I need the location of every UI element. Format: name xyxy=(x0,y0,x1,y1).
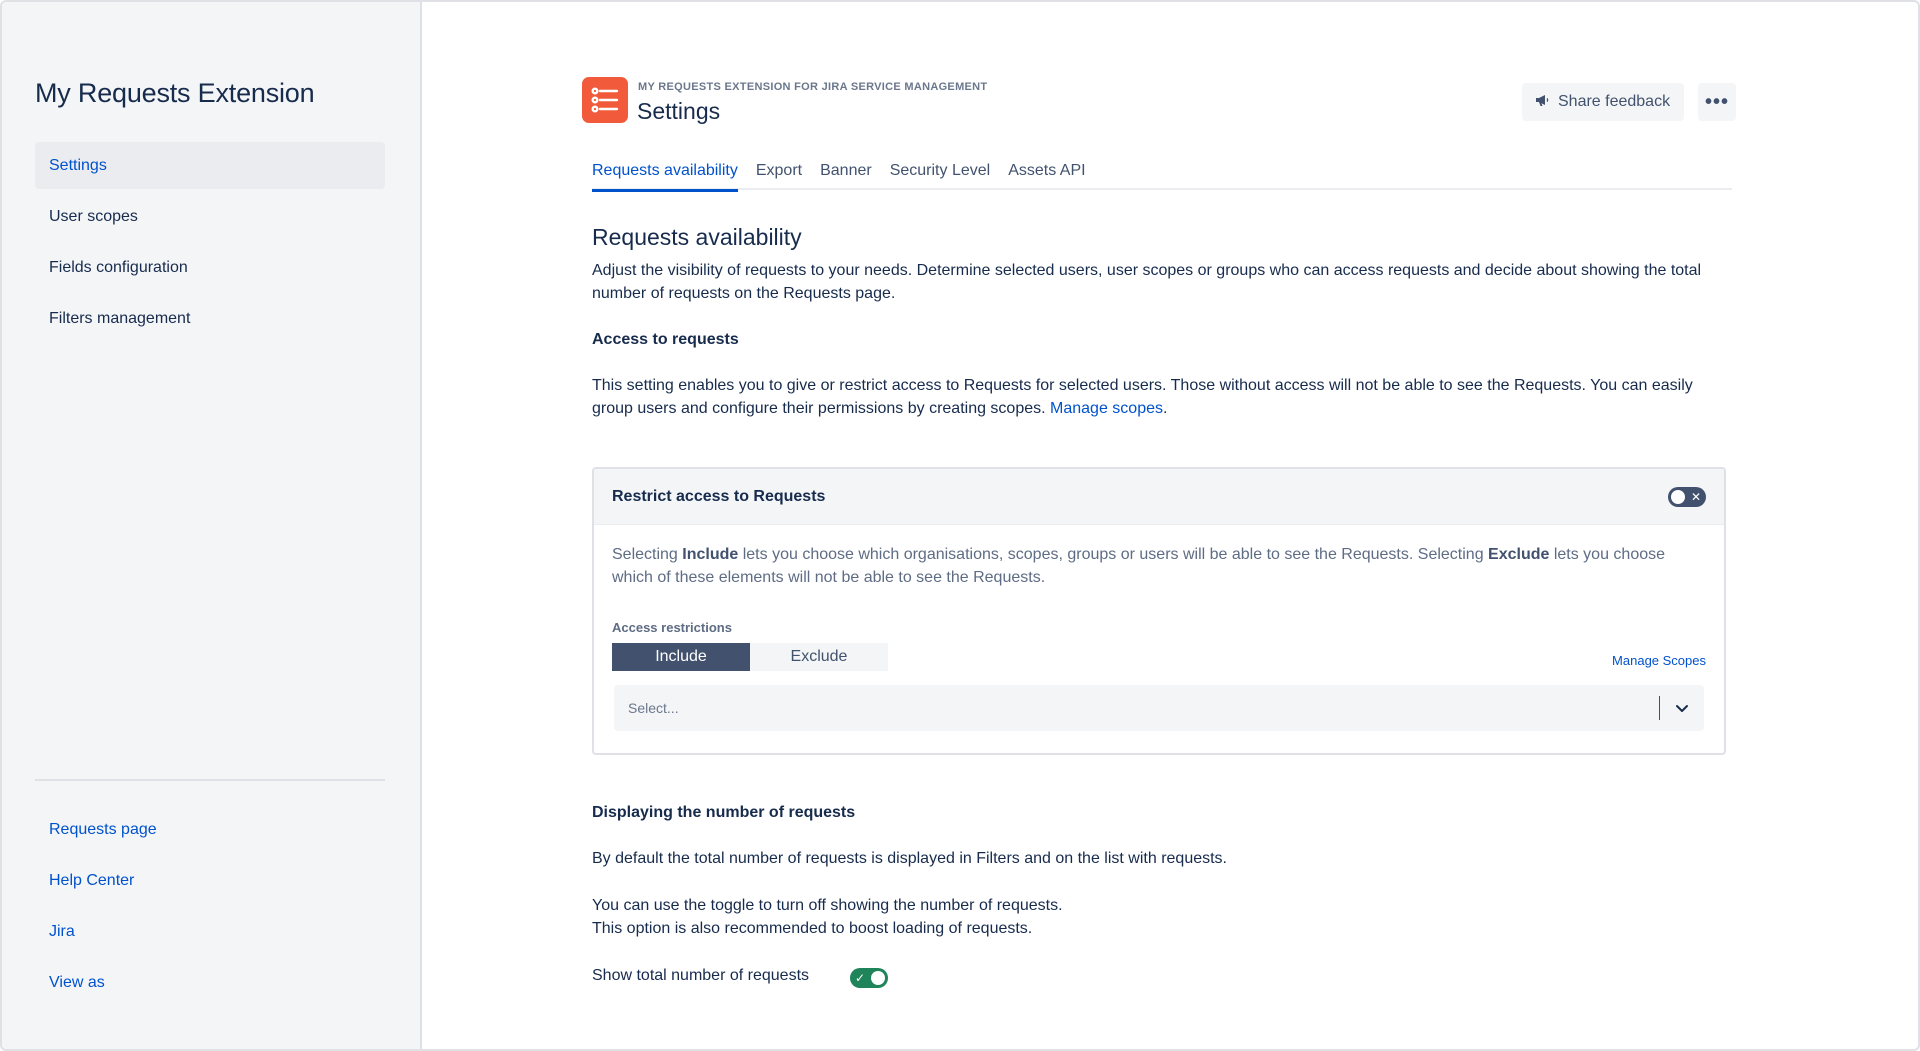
sidebar-item-settings[interactable]: Settings xyxy=(35,142,385,189)
restrict-access-card xyxy=(592,467,1726,755)
intro-text: Adjust the visibility of requests to your needs. Determine selected users, user scopes or groups who can access requests and decide about showing the total number of requests on the Requests page. xyxy=(592,262,1702,302)
sidebar-link-jira[interactable]: Jira xyxy=(49,923,75,940)
card-desc-part: Selecting xyxy=(612,546,683,563)
main-content xyxy=(422,2,1920,1051)
toggle-knob xyxy=(1671,490,1685,504)
page-title: Settings xyxy=(637,98,721,124)
access-text-suffix: . xyxy=(1163,400,1168,417)
sidebar-nav xyxy=(35,142,385,346)
show-total-toggle[interactable] xyxy=(850,968,888,988)
sidebar-divider xyxy=(35,779,385,781)
card-description xyxy=(612,543,1702,589)
sidebar xyxy=(2,2,422,1051)
card-desc-part: lets you choose which of these elements will not be able to see the Requests. xyxy=(612,546,1666,586)
access-text xyxy=(592,374,1732,420)
sidebar-item-filters-management[interactable]: Filters management xyxy=(49,310,191,327)
more-actions-button[interactable] xyxy=(1698,83,1736,121)
more-icon: ••• xyxy=(1704,90,1729,113)
access-restrictions-label: Access restrictions xyxy=(612,620,732,635)
tab-banner[interactable]: Banner xyxy=(820,162,872,179)
sidebar-item-fields-configuration[interactable]: Fields configuration xyxy=(49,259,188,276)
card-desc-part: lets you choose which organisations, scopes, groups or users will be able to see the Requests. Selecting xyxy=(738,546,1489,563)
sidebar-item-user-scopes[interactable]: User scopes xyxy=(49,208,138,225)
sidebar-link-view-as[interactable]: View as xyxy=(49,974,105,991)
show-total-row xyxy=(592,964,888,988)
tab-security-level[interactable]: Security Level xyxy=(889,162,991,179)
settings-tabs xyxy=(592,158,1732,190)
tab-export[interactable]: Export xyxy=(755,162,803,179)
share-feedback-button[interactable] xyxy=(1522,83,1684,121)
display-heading: Displaying the number of requests xyxy=(592,804,856,821)
sidebar-link-help-center[interactable]: Help Center xyxy=(49,872,135,889)
show-total-label: Show total number of requests xyxy=(592,967,810,984)
toggle-text-1: You can use the toggle to turn off showing the number of requests. xyxy=(592,897,1063,914)
section-title: Requests availability xyxy=(592,224,802,250)
tab-requests-availability[interactable]: Requests availability xyxy=(592,158,747,190)
toggle-knob xyxy=(871,971,885,985)
card-desc-exclude: Exclude xyxy=(1488,546,1550,563)
include-exclude-switch xyxy=(612,643,888,671)
card-desc-include: Include xyxy=(682,546,739,563)
access-select[interactable] xyxy=(614,685,1704,731)
select-placeholder: Select... xyxy=(628,700,679,716)
card-header xyxy=(594,469,1724,525)
check-icon: ✓ xyxy=(855,971,866,985)
display-text: By default the total number of requests is displayed in Filters and on the list with requests. xyxy=(592,850,1227,867)
exclude-button[interactable]: Exclude xyxy=(750,643,888,671)
chevron-down-icon[interactable] xyxy=(1660,700,1704,716)
card-title: Restrict access to Requests xyxy=(612,487,826,505)
toggle-text-2: This option is also recommended to boost loading of requests. xyxy=(592,920,1033,937)
breadcrumb: MY REQUESTS EXTENSION FOR JIRA SERVICE MANAGEMENT xyxy=(638,81,988,93)
manage-scopes-button[interactable]: Manage Scopes xyxy=(1612,653,1706,668)
access-text-body: This setting enables you to give or restrict access to Requests for selected users. Those without access will not be able to see the Requests. You can easily group users and configure their permissions by creating scopes. xyxy=(592,377,1693,417)
megaphone-icon xyxy=(1534,92,1550,113)
sidebar-link-requests-page[interactable]: Requests page xyxy=(49,821,157,838)
app-title: My Requests Extension xyxy=(35,78,315,108)
restrict-access-toggle[interactable] xyxy=(1668,487,1706,507)
tab-assets-api[interactable]: Assets API xyxy=(1008,162,1086,179)
share-feedback-label: Share feedback xyxy=(1558,93,1671,110)
include-button[interactable]: Include xyxy=(612,643,750,671)
app-logo-icon xyxy=(582,77,628,123)
toggle-off-x-icon: ✕ xyxy=(1690,489,1701,504)
access-heading: Access to requests xyxy=(592,331,739,348)
sidebar-links xyxy=(35,806,385,1010)
manage-scopes-link[interactable]: Manage scopes xyxy=(1050,400,1163,417)
